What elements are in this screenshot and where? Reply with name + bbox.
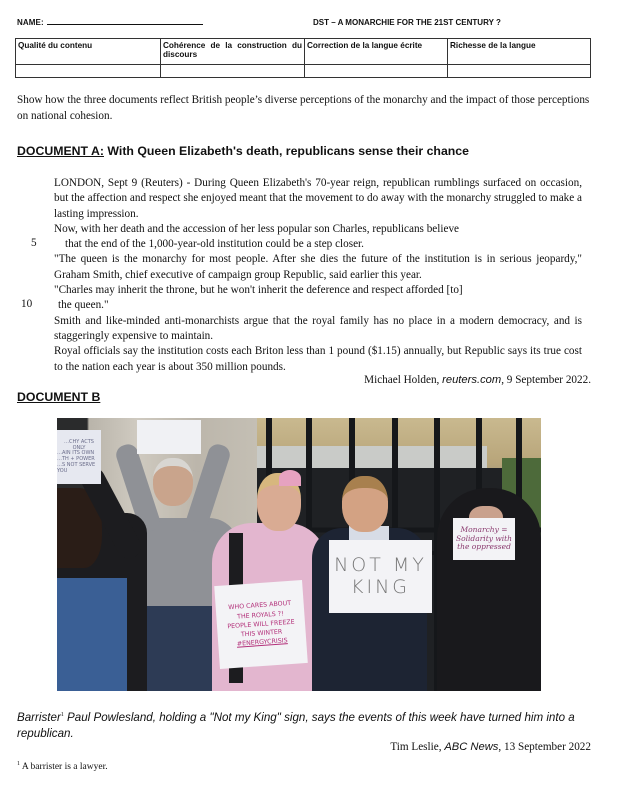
article-paragraph: "The queen is the monarchy for most people. After she dies the future of the institution is in serious jeopardy," Graham Smith, chief executive of campaign group Republic, said earlier this year. [54, 253, 582, 281]
blank-paper-sign [137, 420, 201, 454]
grading-column-header: Qualité du contenu [16, 39, 161, 65]
document-a-byline [364, 374, 591, 386]
byline-date: , 9 September 2022. [501, 374, 591, 386]
article-paragraph: the queen." [58, 299, 109, 312]
sign-pink-line: THE ROYALS ?! [236, 610, 284, 621]
sign-left-line: …TH + POWER [57, 456, 95, 462]
document-b-heading: DOCUMENT B [17, 390, 101, 404]
score-cell [305, 65, 448, 78]
sign-pink-line: #ENERGYCRISIS [236, 637, 288, 649]
byline-author: Tim Leslie, [390, 741, 445, 753]
name-label: NAME: [17, 18, 44, 27]
sign-right-line: the oppressed [457, 542, 511, 552]
byline-date: , 13 September 2022 [498, 741, 591, 753]
article-paragraph: LONDON, Sept 9 (Reuters) - During Queen Elizabeth's 70-year reign, republican rumblings surfaced on occasion, but the affection and respect she enjoyed meant that the movement to do away with the monarchy struggled to make a lasting impression. [54, 177, 582, 220]
sign-pink-line: PEOPLE WILL FREEZE [227, 618, 295, 631]
grading-table [15, 38, 591, 78]
line-number: 5 [31, 237, 37, 249]
sign-right-line: Solidarity with [455, 533, 512, 543]
grading-column-header: Cohérence de la construction du discours [161, 39, 305, 65]
caption-text: Paul Powlesland, holding a "Not my King" sign, says the events of this week have turned him into a republican. [17, 710, 575, 740]
protest-photo [57, 418, 541, 691]
sign-left-line: YOU [57, 467, 68, 474]
sign-left [57, 430, 101, 484]
barrister-head [342, 476, 388, 532]
sign-pink [214, 580, 308, 669]
footnote-text: A barrister is a lawyer. [20, 762, 108, 773]
article-paragraph: that the end of the 1,000-year-old institution could be a step closer. [65, 238, 364, 251]
name-field [17, 18, 203, 27]
score-cell [16, 65, 161, 78]
document-a-heading [17, 144, 469, 158]
sign-left-line: …AIN ITS OWN [57, 450, 95, 457]
score-cell [448, 65, 591, 78]
sign-monarchy-solidarity [453, 518, 515, 560]
sign-pink-line: WHO CARES ABOUT [228, 600, 292, 612]
worksheet-title: DST – A MONARCHIE FOR THE 21ST CENTURY ? [313, 18, 501, 27]
sign-right-line: Monarchy = [460, 525, 508, 535]
man-grey-head [153, 458, 193, 506]
sign-center-line: NOT MY [334, 553, 427, 576]
photo-caption [17, 707, 602, 742]
byline-source: reuters.com [442, 374, 502, 386]
sign-left-line: …S NOT SERVE [57, 461, 96, 468]
footnote [17, 761, 108, 772]
sign-center-line: KING [351, 575, 410, 598]
caption-word: Barrister [17, 710, 61, 724]
article-paragraph: Smith and like-minded anti-monarchists argue that the royal family has no place in a modern democracy, and is staggeringly expensive to maintain. [54, 314, 582, 342]
byline-source: ABC News [444, 741, 499, 753]
article-paragraph: Now, with her death and the accession of her less popular son Charles, republicans believe [54, 222, 460, 235]
line-number: 10 [21, 298, 33, 310]
document-b-byline [390, 741, 591, 753]
document-a-label: DOCUMENT A: [17, 144, 104, 158]
grading-column-header: Correction de la langue écrite [305, 39, 448, 65]
article-paragraph: Royal officials say the institution costs each Briton less than 1 pound ($1.15) annually, but Republic says its true cost to the nation each year is about 350 million pounds. [54, 345, 582, 373]
document-a-article [54, 176, 582, 375]
essay-prompt: Show how the three documents reflect British people’s diverse perceptions of the monarchy and the impact of those perceptions on national cohesion. [17, 94, 590, 122]
woman-blue-dress [57, 578, 127, 691]
grading-score-row [16, 65, 591, 78]
sign-pink-line: THIS WINTER [240, 628, 283, 639]
score-cell [161, 65, 305, 78]
byline-author: Michael Holden, [364, 374, 443, 386]
name-blank-line [47, 18, 203, 25]
article-paragraph: "Charles may inherit the throne, but he won't inherit the deference and respect afforded [to] [54, 284, 463, 297]
footnote-ref: 1 [60, 712, 64, 718]
sign-not-my-king [329, 540, 432, 613]
grading-header-row [16, 39, 591, 65]
document-a-title: With Queen Elizabeth's death, republicans sense their chance [103, 144, 469, 158]
sign-left-line: …CHY ACTS ONLY [64, 438, 94, 451]
footnote-marker: 1 [17, 761, 20, 767]
woman-pink-hair-streak [279, 470, 301, 486]
grading-column-header: Richesse de la langue [448, 39, 591, 65]
